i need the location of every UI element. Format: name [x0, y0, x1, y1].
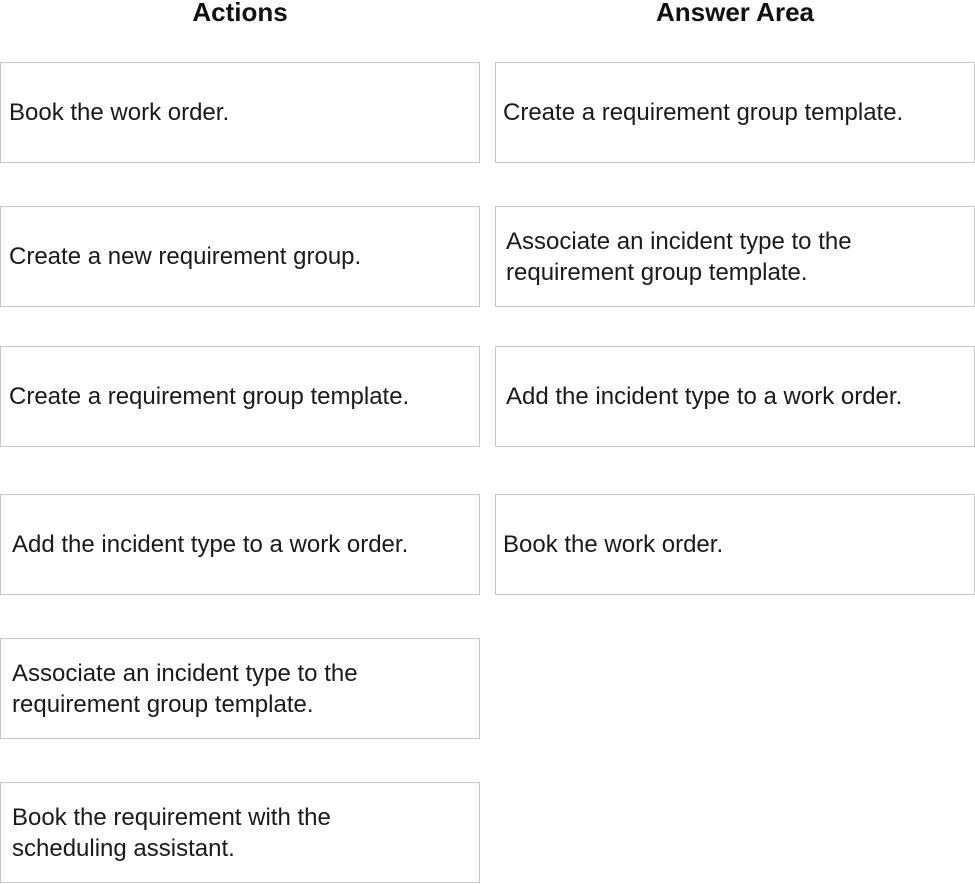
- action-item-label: Create a new requirement group.: [9, 243, 362, 270]
- action-item-book-work-order[interactable]: [0, 62, 480, 163]
- action-item-label: Create a requirement group template.: [9, 383, 410, 410]
- answer-item-1[interactable]: [495, 62, 975, 163]
- answer-area-heading: Answer Area: [656, 0, 814, 27]
- answer-item-2[interactable]: [495, 206, 975, 307]
- action-item-book-requirement-scheduling-assistant[interactable]: [0, 782, 480, 883]
- answer-item-label: Create a requirement group template.: [503, 99, 904, 126]
- action-item-label: Book the work order.: [9, 99, 230, 126]
- action-item-create-requirement-group-template[interactable]: [0, 346, 480, 447]
- action-item-add-incident-type[interactable]: [0, 494, 480, 595]
- action-item-label: Add the incident type to a work order.: [12, 531, 409, 558]
- action-item-create-requirement-group[interactable]: [0, 206, 480, 307]
- answer-item-3[interactable]: [495, 346, 975, 447]
- actions-heading: Actions: [192, 0, 288, 27]
- answer-item-label: Associate an incident type to the requirement group template.: [506, 227, 852, 286]
- action-item-label: Associate an incident type to the requirement group template.: [12, 659, 358, 718]
- answer-item-4[interactable]: [495, 494, 975, 595]
- action-item-associate-incident-type[interactable]: [0, 638, 480, 739]
- answer-item-label: Add the incident type to a work order.: [506, 383, 903, 410]
- answer-item-label: Book the work order.: [503, 531, 724, 558]
- action-item-label: Book the requirement with the scheduling assistant.: [12, 803, 331, 862]
